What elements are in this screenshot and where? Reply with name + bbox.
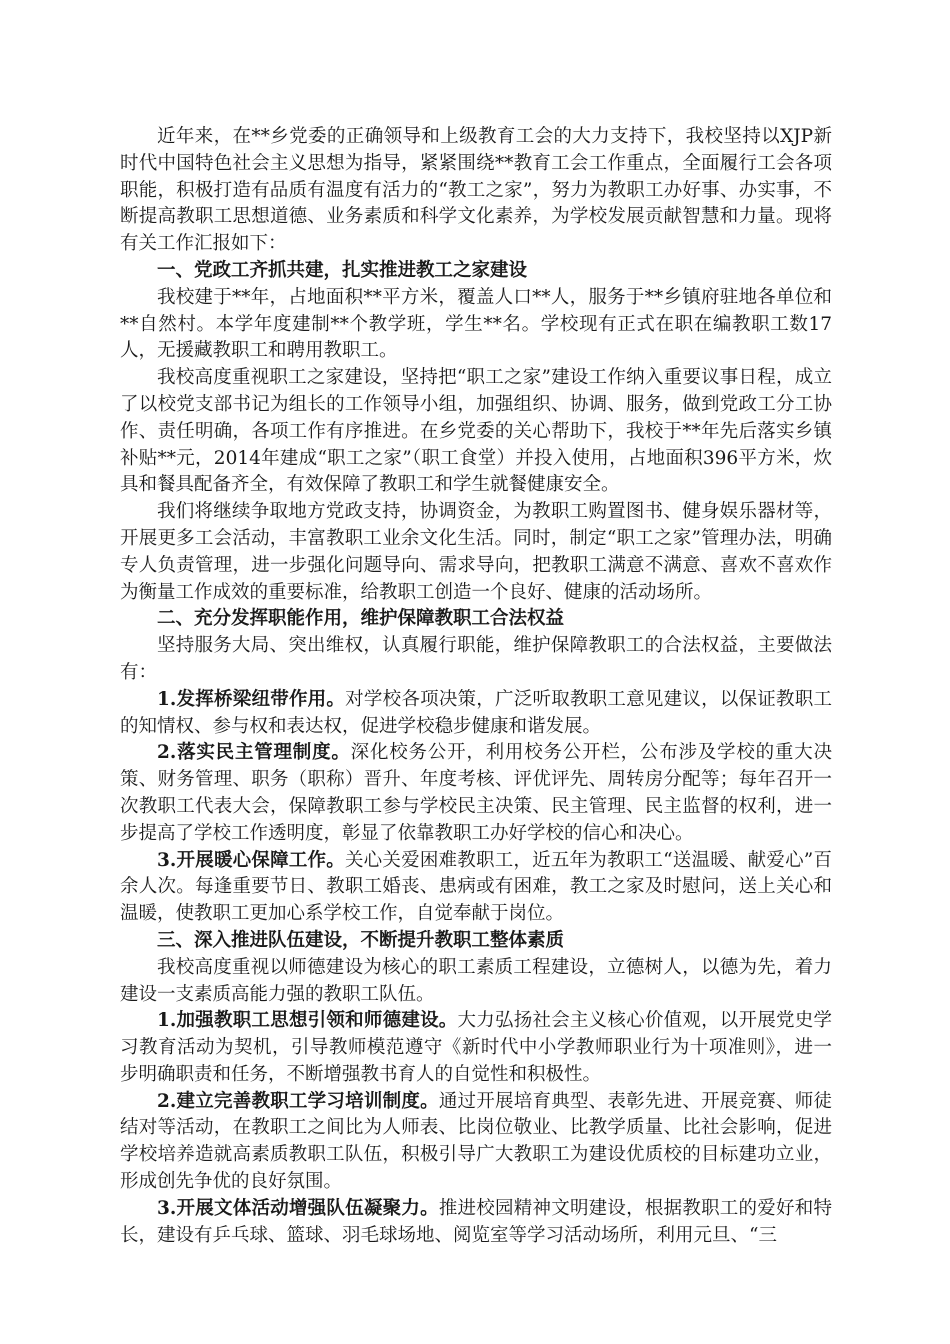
section-3-item-1 [120,1008,832,1088]
section-1-paragraph-3: 我们将继续争取地方党政支持，协调资金，为教职工购置图书、健身娱乐器材等，开展更多工会活动，丰富教职工业余文化生活。同时，制定“职工之家”管理办法，明确专人负责管理，进一步强化问题导向、需求导向，把教职工满意不满意、喜欢不喜欢作为衡量工作成效的重要标准，给教职工创造一个良好、健康的活动场所。 [120,501,832,603]
section-2-item-1 [120,687,832,741]
section-3-item-1-text: 大力弘扬社会主义核心价值观，以开展党史学习教育活动为契机，引导教师模范遵守《新时代中小学教师职业行为十项准则》，进一步明确职责和任务，不断增强教书育人的自觉性和积极性。 [120,1010,832,1085]
section-2-item-1-text: 对学校各项决策，广泛听取教职工意见建议，以保证教职工的知情权、参与权和表达权，促进学校稳步健康和谐发展。 [120,688,832,737]
section-2-item-2 [120,740,832,847]
section-3-item-3-lead: 3.开展文体活动增强队伍凝聚力。 [157,1197,439,1219]
section-2-item-3-lead: 3.开展暖心保障工作。 [157,849,345,871]
section-2-item-2-lead: 2.落实民主管理制度。 [157,742,351,764]
section-2-heading: 二、充分发挥职能作用，维护保障教职工合法权益 [157,608,565,630]
section-3-item-3 [120,1196,832,1250]
section-2-item-1-lead: 1.发挥桥梁纽带作用。 [157,688,346,710]
section-3-item-2-text: 通过开展培育典型、表彰先进、开展竞赛、师徒结对等活动，在教职工之间比为人师表、比岗位敬业、比教学质量、比社会影响，促进学校培养造就高素质教职工队伍，积极引导广大教职工为建设优质校的目标建功立业，形成创先争优的良好氛围。 [120,1090,832,1193]
section-1-paragraph-2: 我校高度重视职工之家建设，坚持把“职工之家”建设工作纳入重要议事日程，成立了以校党支部书记为组长的工作领导小组，加强组织、协调、服务，做到党政工分工协作、责任明确，各项工作有序推进。在乡党委的关心帮助下，我校于**年先后落实乡镇补贴**元，2014年建成“职工之家”（职工食堂）并投入使用，占地面积396平方米，炊具和餐具配备齐全，有效保障了教职工和学生就餐健康安全。 [120,367,832,496]
section-2-item-2-text: 深化校务公开，利用校务公开栏，公布涉及学校的重大决策、财务管理、职务（职称）晋升、年度考核、评优评先、周转房分配等；每年召开一次教职工代表大会，保障教职工参与学校民主决策、民主管理、民主监督的权利，进一步提高了学校工作透明度，彰显了依靠教职工办好学校的信心和决心。 [120,742,832,844]
section-2-item-3-text: 关心关爱困难教职工，近五年为教职工“送温暖、献爱心”百余人次。每逢重要节日、教职工婚丧、患病或有困难，教工之家及时慰问，送上关心和温暖，使教职工更加心系学校工作，自觉奉献于岗位。 [120,849,832,925]
section-3-item-3-text: 推进校园精神文明建设，根据教职工的爱好和特长，建设有乒乓球、篮球、羽毛球场地、阅览室等学习活动场所，利用元旦、“三 [120,1197,832,1246]
section-3-item-2-lead: 2.建立完善教职工学习培训制度。 [157,1090,439,1112]
section-2-item-3 [120,848,832,928]
section-1-paragraph-1: 我校建于**年，占地面积**平方米，覆盖人口**人，服务于**乡镇府驻地各单位和**自然村。本学年度建制**个教学班，学生**名。学校现有正式在职在编教职工数17人，无援藏教职工和聘用教职工。 [120,286,832,362]
section-3-item-1-lead: 1.加强教职工思想引领和师德建设。 [157,1010,458,1032]
section-3-heading: 三、深入推进队伍建设，不断提升教职工整体素质 [157,929,565,951]
document-body [120,124,832,1249]
intro-paragraph: 近年来，在**乡党委的正确领导和上级教育工会的大力支持下，我校坚持以XJP新时代中国特色社会主义思想为指导，紧紧围绕**教育工会工作重点，全面履行工会各项职能，积极打造有品质有温度有活力的“教工之家”，努力为教职工办好事、办实事，不断提高教职工思想道德、业务素质和科学文化素养，为学校发展贡献智慧和力量。现将有关工作汇报如下： [120,126,832,255]
section-3-paragraph-1: 我校高度重视以师德建设为核心的职工素质工程建设，立德树人，以德为先，着力建设一支素质高能力强的教职工队伍。 [120,956,832,1005]
section-3-item-2 [120,1089,832,1196]
section-1-heading: 一、党政工齐抓共建，扎实推进教工之家建设 [157,259,528,281]
section-2-paragraph-1: 坚持服务大局、突出维权，认真履行职能，维护保障教职工的合法权益，主要做法有： [120,635,832,683]
